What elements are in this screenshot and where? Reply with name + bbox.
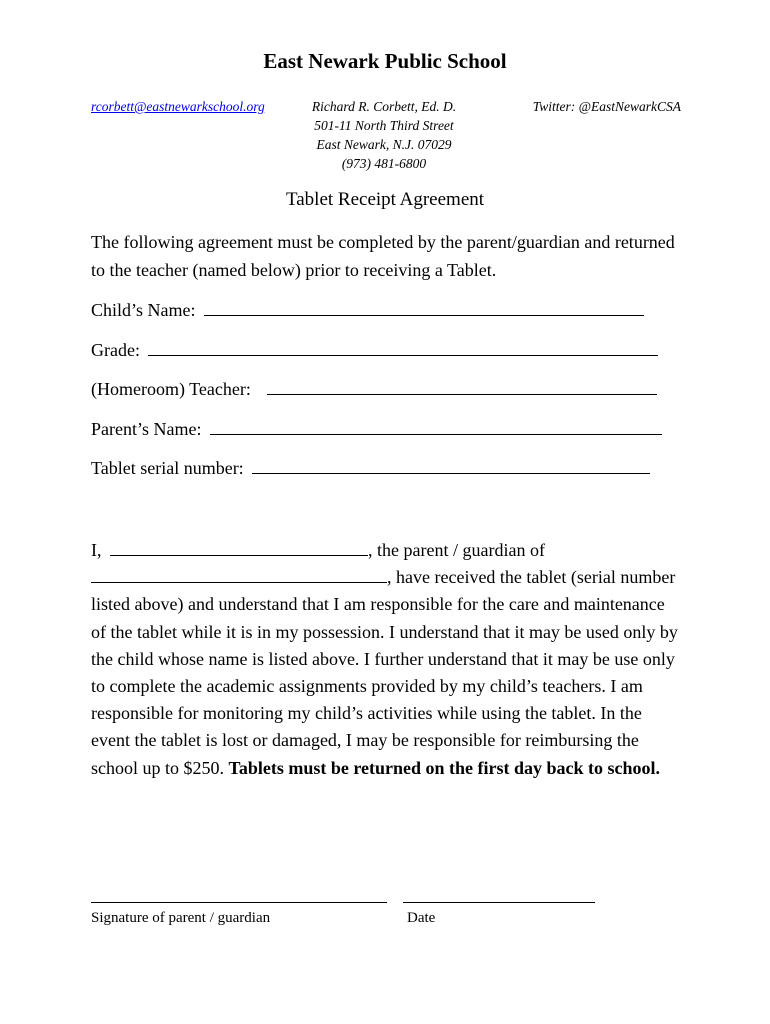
parent-name-label: Parent’s Name: bbox=[91, 419, 202, 439]
serial-number-label: Tablet serial number: bbox=[91, 458, 244, 478]
principal-name: Richard R. Corbett, Ed. D. bbox=[311, 99, 457, 114]
twitter-handle: Twitter: @EastNewarkCSA bbox=[532, 99, 681, 114]
grade-field bbox=[91, 337, 658, 363]
teacher-field bbox=[91, 376, 657, 402]
parent-name-blank[interactable] bbox=[110, 537, 368, 556]
intro-paragraph: The following agreement must be completed by the parent/guardian and returned to the teacher (named below) prior to receiving a Tablet. bbox=[91, 232, 675, 280]
letterhead bbox=[91, 97, 681, 177]
city-address: East Newark, N.J. 07029 bbox=[316, 137, 452, 152]
child-name-line[interactable] bbox=[204, 297, 644, 316]
street-address: 501-11 North Third Street bbox=[314, 118, 454, 133]
address-block bbox=[299, 97, 469, 173]
serial-number-field bbox=[91, 455, 650, 481]
teacher-line[interactable] bbox=[267, 376, 657, 395]
statement-part1: , the parent / guardian of bbox=[368, 540, 545, 560]
teacher-label: (Homeroom) Teacher: bbox=[91, 379, 251, 399]
statement-prefix: I, bbox=[91, 540, 102, 560]
school-name: East Newark Public School bbox=[263, 49, 507, 73]
statement-part2: , have received the tablet (serial number listed above) and understand that I am responsible for the care and maintenance of the tablet while it is in my possession. I understand that it may be used only by the child whose name is listed above. I further understand that it may be use only to complete the academic assignments provided by my child’s teachers. I am responsible for monitoring my child’s activities while using the tablet. In the event the tablet is lost or damaged, I may be responsible for reimbursing the school up to $250. bbox=[91, 567, 678, 778]
parent-signature-label: Signature of parent / guardian bbox=[91, 910, 271, 926]
grade-label: Grade: bbox=[91, 340, 140, 360]
date-line[interactable] bbox=[403, 892, 595, 903]
child-name-field bbox=[91, 297, 644, 323]
serial-number-line[interactable] bbox=[252, 455, 650, 474]
return-notice: Tablets must be returned on the first day back to school. bbox=[228, 757, 661, 778]
parent-name-line[interactable] bbox=[210, 416, 662, 435]
date-label: Date bbox=[407, 910, 436, 926]
agreement-statement bbox=[91, 537, 681, 782]
document-title: Tablet Receipt Agreement bbox=[285, 189, 485, 210]
grade-line[interactable] bbox=[148, 337, 658, 356]
child-name-label: Child’s Name: bbox=[91, 300, 196, 320]
phone-number: (973) 481-6800 bbox=[341, 156, 427, 171]
parent-signature-line[interactable] bbox=[91, 892, 387, 903]
email-link[interactable]: rcorbett@eastnewarkschool.org bbox=[91, 99, 265, 114]
child-name-blank[interactable] bbox=[91, 564, 387, 583]
parent-name-field bbox=[91, 416, 662, 442]
